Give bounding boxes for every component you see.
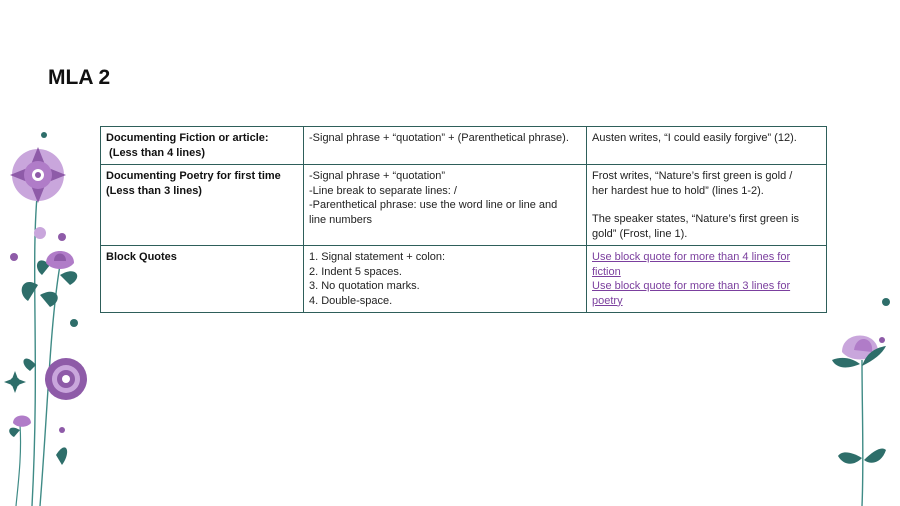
- row-heading-poetry: [101, 165, 304, 246]
- row-links-block-quotes: [587, 246, 827, 313]
- flower-decoration-right: [826, 290, 900, 506]
- block-quote-fiction-link[interactable]: [592, 250, 822, 279]
- link-line: Use block quote for more than 4 lines for: [592, 251, 791, 263]
- example-line: Austen writes, “I could easily forgive” (12).: [592, 132, 797, 144]
- link-line: fiction: [592, 265, 621, 278]
- heading-line: Documenting Poetry for first time: [106, 170, 281, 182]
- mla-quotation-table: [100, 126, 827, 313]
- row-format-block-quotes: [304, 246, 587, 313]
- row-heading-block-quotes: [101, 246, 304, 313]
- example-line: gold” (Frost, line 1).: [592, 227, 688, 240]
- format-line: line numbers: [309, 213, 372, 226]
- table-row-block-quotes: [101, 246, 827, 313]
- heading-line: Block Quotes: [106, 251, 177, 263]
- example-line: Frost writes, “Nature’s first green is gold /: [592, 170, 793, 182]
- paragraph-gap: [592, 198, 822, 212]
- format-line: -Line break to separate lines: /: [309, 184, 457, 197]
- heading-line: (Less than 3 lines): [106, 184, 202, 197]
- slide-title: MLA 2: [48, 66, 111, 89]
- flower-decoration-left: [0, 125, 100, 506]
- format-line: 1. Signal statement + colon:: [309, 251, 446, 263]
- row-format-fiction: [304, 127, 587, 165]
- table-row-poetry: [101, 165, 827, 246]
- table-row-fiction: [101, 127, 827, 165]
- format-line: -Parenthetical phrase: use the word line or line and: [309, 199, 558, 211]
- row-example-fiction: [587, 127, 827, 165]
- example-line: The speaker states, “Nature’s first green is: [592, 213, 800, 225]
- row-example-poetry: [587, 165, 827, 246]
- row-heading-fiction: [101, 127, 304, 165]
- format-line: -Signal phrase + “quotation” + (Parenthetical phrase).: [309, 132, 569, 144]
- block-quote-poetry-link[interactable]: [592, 279, 822, 308]
- heading-line: Documenting Fiction or article:: [106, 132, 269, 144]
- link-line: Use block quote for more than 3 lines for: [592, 280, 791, 292]
- example-line: her hardest hue to hold” (lines 1-2).: [592, 184, 764, 197]
- format-line: -Signal phrase + “quotation”: [309, 170, 446, 182]
- format-line: 3. No quotation marks.: [309, 280, 420, 292]
- heading-line: (Less than 4 lines): [106, 146, 206, 159]
- row-format-poetry: [304, 165, 587, 246]
- link-line: poetry: [592, 294, 623, 307]
- format-line: 2. Indent 5 spaces.: [309, 265, 402, 278]
- format-line: 4. Double-space.: [309, 294, 393, 307]
